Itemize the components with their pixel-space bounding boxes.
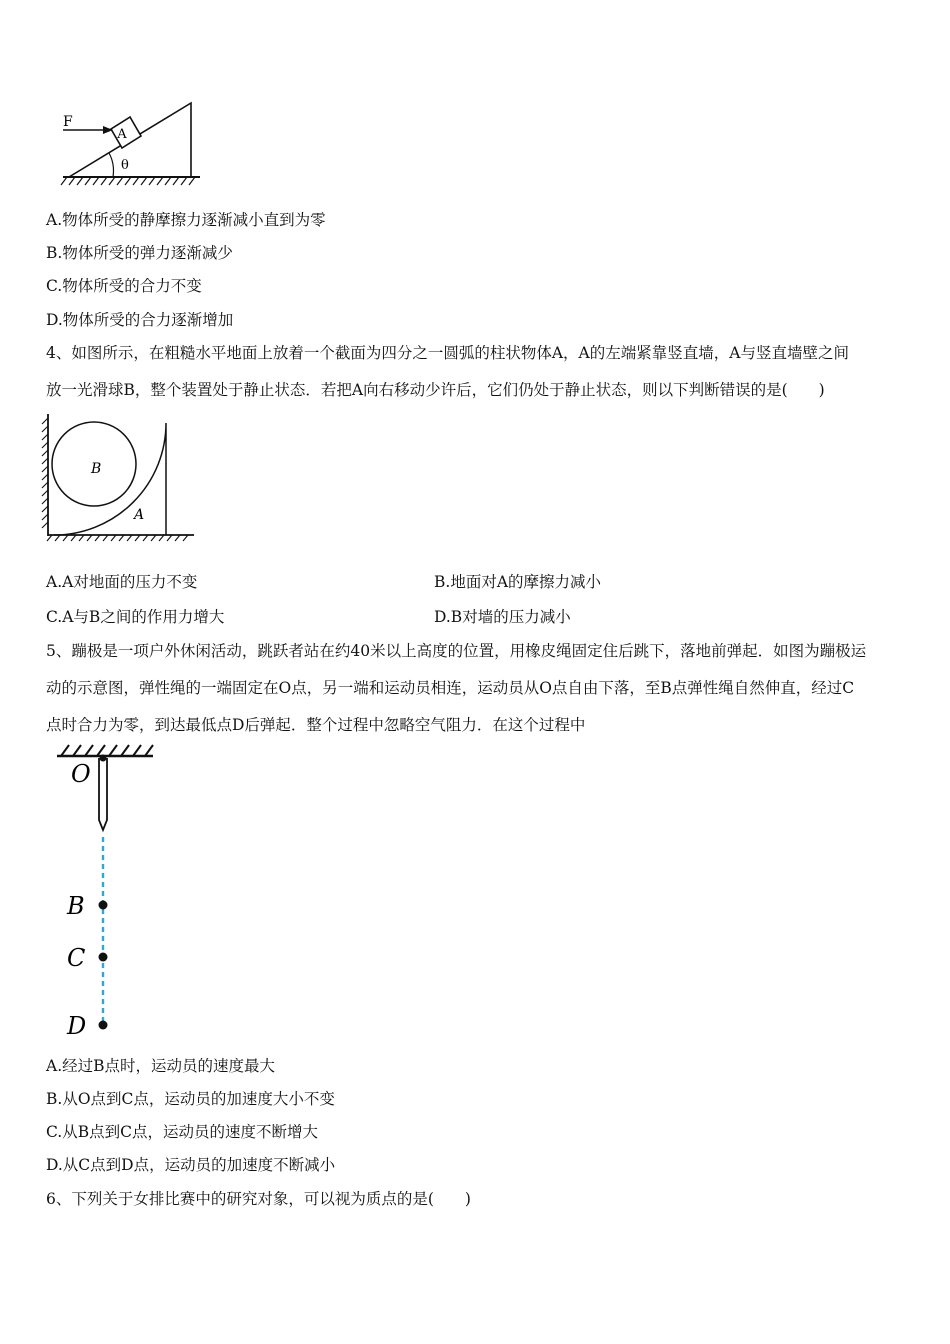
q4-option-d: D.B对墙的压力减小	[434, 608, 571, 626]
ceiling-hatch	[61, 745, 153, 756]
q3-option-b: B.物体所受的弹力逐渐减少	[46, 244, 233, 262]
block-a-label: A	[117, 127, 127, 142]
wall-hatch	[42, 418, 48, 528]
label-o: O	[71, 760, 91, 788]
floor-hatch	[47, 535, 188, 541]
bungee-figure	[55, 742, 160, 1038]
q3-option-a: A.物体所受的静摩擦力逐渐减小直到为零	[46, 211, 326, 229]
incline-figure	[55, 98, 205, 190]
q6-stem: 6、下列关于女排比赛中的研究对象，可以视为质点的是( )	[46, 1190, 471, 1208]
q5-option-a: A.经过B点时，运动员的速度最大	[46, 1057, 276, 1075]
label-b: B	[67, 892, 85, 920]
q5-option-d: D.从C点到D点，运动员的加速度不断减小	[46, 1156, 336, 1174]
q4-option-c: C.A与B之间的作用力增大	[46, 608, 225, 626]
angle-arc	[109, 153, 114, 177]
q4-option-b: B.地面对A的摩擦力减小	[434, 573, 602, 591]
q5-option-b: B.从O点到C点，运动员的加速度大小不变	[46, 1090, 335, 1108]
q5-stem-line2: 动的示意图，弹性绳的一端固定在O点，另一端和运动员相连，运动员从O点自由下落，至B点弹性绳自然伸直，经过C	[46, 679, 855, 697]
angle-label: θ	[121, 158, 129, 173]
q5-option-c: C.从B点到C点，运动员的速度不断增大	[46, 1123, 318, 1141]
anchor-point	[100, 755, 107, 762]
ground-hatch	[61, 177, 195, 185]
folded-rope	[99, 758, 107, 830]
q5-stem-line3: 点时合力为零，到达最低点D后弹起．整个过程中忽略空气阻力．在这个过程中	[46, 716, 586, 734]
q5-stem-line1: 5、蹦极是一项户外休闲活动，跳跃者站在约40米以上高度的位置，用橡皮绳固定住后跳下，落地前弹起．如图为蹦极运	[46, 642, 867, 660]
point-c	[99, 953, 108, 962]
label-c: C	[67, 944, 86, 972]
q4-option-a: A.A对地面的压力不变	[46, 573, 198, 591]
block-a-label: A	[134, 507, 145, 523]
q4-stem-line1: 4、如图所示，在粗糙水平地面上放着一个截面为四分之一圆弧的柱状物体A，A的左端紧靠竖直墙，A与竖直墙壁之间	[46, 344, 849, 362]
q3-option-c: C.物体所受的合力不变	[46, 277, 202, 295]
ball-b-label: B	[91, 461, 102, 477]
point-b	[99, 901, 108, 910]
force-label: F	[63, 114, 73, 130]
point-d	[99, 1021, 108, 1030]
label-d: D	[67, 1012, 87, 1038]
quarter-arc-block-a	[54, 423, 166, 535]
q3-option-d: D.物体所受的合力逐渐增加	[46, 311, 234, 329]
q4-stem-line2: 放一光滑球B，整个装置处于静止状态．若把A向右移动少许后，它们仍处于静止状态，则以下判断错误的是( )	[46, 381, 825, 399]
arc-ball-figure	[40, 408, 200, 542]
force-arrowhead	[103, 126, 113, 134]
